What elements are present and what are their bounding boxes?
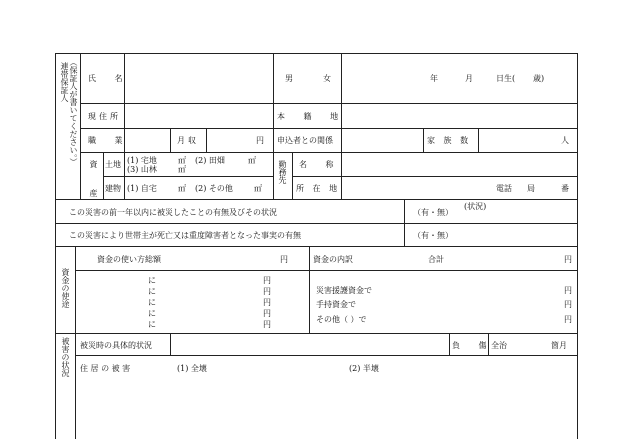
months-label: 箇月 bbox=[551, 341, 567, 350]
workplace-label: 勤務先 bbox=[278, 160, 287, 184]
building-item-2: (2) その他 bbox=[195, 184, 233, 193]
land-item-2: (2) 田畑 bbox=[195, 156, 225, 165]
relation-label: 申込者との関係 bbox=[277, 136, 333, 145]
rule-injury-left bbox=[449, 333, 450, 355]
rule-left bbox=[55, 53, 56, 439]
name-label: 氏 名 bbox=[88, 74, 131, 83]
rule-family-right bbox=[478, 128, 479, 152]
rule-prior-bottom bbox=[55, 223, 577, 224]
funds-own-yen: 円 bbox=[564, 300, 572, 309]
rule-address-bottom bbox=[80, 128, 577, 129]
prior-disaster-answer: （有・無） bbox=[413, 208, 453, 217]
phone-number: 番 bbox=[561, 184, 569, 193]
funds-breakdown: 資金の内訳 bbox=[313, 255, 353, 264]
gender-male: 男 bbox=[285, 74, 293, 83]
land-sqm-2: ㎡ bbox=[248, 156, 256, 165]
rule-yes-no bbox=[404, 199, 405, 246]
rule-family-left bbox=[423, 128, 424, 152]
funds-other: その他（ ）で bbox=[316, 315, 367, 324]
workplace-address-label: 所 在 地 bbox=[296, 184, 341, 193]
rule-right bbox=[577, 53, 578, 439]
rule-income-left bbox=[170, 128, 171, 152]
rule-mid-col bbox=[273, 53, 274, 199]
funds-usage-ni-1: に bbox=[148, 276, 156, 285]
funds-usage-ni-5: に bbox=[148, 320, 156, 329]
assets-label: 資 産 bbox=[89, 160, 98, 203]
birth-day: 日生( bbox=[496, 74, 516, 83]
rule-funds-header-bottom bbox=[75, 270, 577, 271]
land-item-1: (1) 宅地 bbox=[127, 156, 157, 165]
occupation-label: 職 業 bbox=[88, 136, 131, 145]
total-collapse-option: (1) 全壊 bbox=[177, 364, 207, 373]
building-item-1: (1) 自宅 bbox=[127, 184, 157, 193]
guarantor-side-label: 連帯保証人 bbox=[60, 62, 69, 102]
building-sqm-1: ㎡ bbox=[178, 184, 186, 193]
funds-total-yen: 円 bbox=[564, 255, 572, 264]
funds-usage-yen-4: 円 bbox=[263, 309, 271, 318]
funds-total: 合計 bbox=[428, 255, 444, 264]
rule-assets bbox=[103, 152, 104, 199]
funds-usage-ni-4: に bbox=[148, 309, 156, 318]
family-person-unit: 人 bbox=[561, 136, 569, 145]
rule-mid-col2 bbox=[341, 53, 342, 152]
half-collapse-option: (2) 半壊 bbox=[349, 364, 379, 373]
damage-side-label: 被害の状況 bbox=[61, 337, 70, 377]
birth-month: 月 bbox=[465, 74, 473, 83]
injury-label: 負 傷 bbox=[452, 341, 495, 350]
land-item-3: (3) 山林 bbox=[127, 165, 157, 174]
death-question: この災害により世帯主が死亡又は重度障害者となった事実の有無 bbox=[69, 231, 301, 240]
rule-funds-side bbox=[75, 246, 76, 439]
funds-relief-yen: 円 bbox=[564, 286, 572, 295]
guarantor-side-note: （保証人が書いてください。） bbox=[69, 58, 78, 166]
land-label: 土地 bbox=[105, 160, 121, 169]
rule-details-label bbox=[170, 333, 171, 355]
rule-occupation-bottom bbox=[80, 152, 577, 153]
birth-year: 年 bbox=[430, 74, 438, 83]
monthly-income-label: 月収 bbox=[177, 136, 199, 145]
funds-usage-yen-3: 円 bbox=[263, 298, 271, 307]
rule-funds-bottom bbox=[55, 333, 577, 334]
rule-land-bottom bbox=[103, 176, 273, 177]
building-label: 建物 bbox=[105, 184, 121, 193]
age-label: 歳) bbox=[533, 74, 545, 83]
funds-other-yen: 円 bbox=[564, 315, 572, 324]
prior-disaster-situation: (状況) bbox=[464, 202, 487, 211]
address-label: 現住所 bbox=[88, 112, 121, 121]
family-count-label: 家 族 数 bbox=[427, 136, 472, 145]
funds-total-usage-yen: 円 bbox=[280, 255, 288, 264]
domicile-label: 本 籍 地 bbox=[277, 112, 347, 121]
rule-income-mid bbox=[206, 128, 207, 152]
rule-guarantor-bottom bbox=[55, 199, 577, 200]
funds-usage-yen-5: 円 bbox=[263, 320, 271, 329]
funds-own: 手持資金で bbox=[316, 300, 356, 309]
phone-office: 局 bbox=[527, 184, 535, 193]
funds-usage-yen-2: 円 bbox=[263, 287, 271, 296]
funds-total-usage: 資金の使い方総額 bbox=[97, 255, 161, 264]
funds-usage-ni-3: に bbox=[148, 298, 156, 307]
rule-wp-name-bottom bbox=[292, 176, 577, 177]
income-yen: 円 bbox=[256, 136, 264, 145]
gender-female: 女 bbox=[323, 74, 331, 83]
land-sqm-1: ㎡ bbox=[178, 156, 186, 165]
rule-workplace bbox=[292, 152, 293, 199]
rule-land-col bbox=[124, 152, 125, 199]
funds-relief: 災害援護資金で bbox=[316, 286, 372, 295]
rule-death-bottom bbox=[55, 246, 577, 247]
funds-side-label: 資金の使途 bbox=[61, 268, 70, 308]
workplace-name-label: 名 称 bbox=[299, 160, 342, 169]
death-answer: （有・無） bbox=[413, 231, 453, 240]
damage-details-label: 被災時の具体的状況 bbox=[80, 341, 152, 350]
building-sqm-2: ㎡ bbox=[254, 184, 262, 193]
rule-details-bottom bbox=[75, 355, 577, 356]
land-sqm-3: ㎡ bbox=[178, 165, 186, 174]
rule-top bbox=[55, 53, 577, 54]
prior-disaster-question: この災害の前一年以内に被災したことの有無及びその状況 bbox=[69, 208, 277, 217]
house-damage-label: 住 居 の 被 害 bbox=[80, 364, 131, 373]
rule-guarantor-side bbox=[80, 53, 81, 199]
funds-usage-yen-1: 円 bbox=[263, 276, 271, 285]
rule-funds-mid bbox=[309, 246, 310, 333]
funds-usage-ni-2: に bbox=[148, 287, 156, 296]
rule-name-bottom bbox=[80, 103, 577, 104]
phone-label: 電話 bbox=[496, 184, 512, 193]
full-recovery-label: 全治 bbox=[491, 341, 507, 350]
